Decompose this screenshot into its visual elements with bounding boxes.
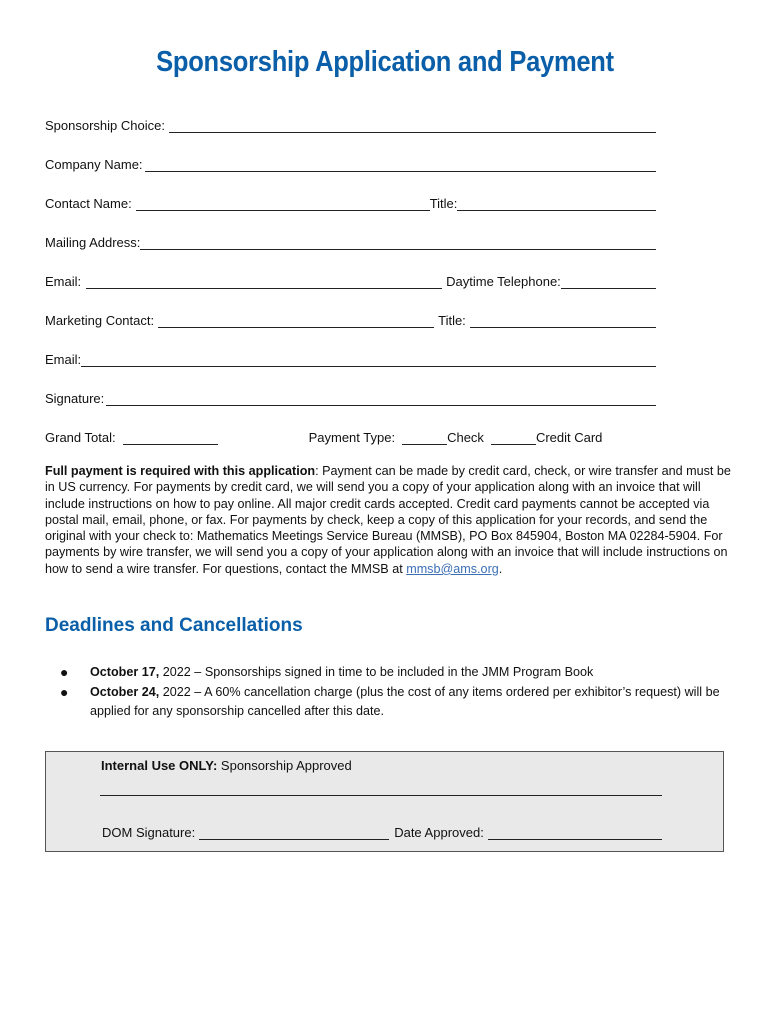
sponsorship-approved-label: Sponsorship Approved — [217, 758, 352, 773]
contact-title-field[interactable] — [457, 199, 656, 211]
deadline-text: 2022 – A 60% cancellation charge (plus the cost of any items ordered per exhibitor’s request) will be applied for any sponsorship cancelled after this date. — [90, 684, 720, 718]
date-approved-field[interactable] — [488, 828, 662, 840]
deadlines-heading: Deadlines and Cancellations — [45, 615, 303, 636]
email-field[interactable] — [86, 277, 442, 289]
email2-row — [45, 349, 656, 367]
check-field[interactable] — [402, 433, 447, 445]
mailing-address-label: Mailing Address: — [45, 235, 141, 250]
dom-signature-label: DOM Signature: — [102, 825, 196, 840]
credit-card-label: Credit Card — [535, 430, 603, 445]
date-approved-label: Date Approved: — [394, 825, 484, 840]
sponsorship-choice-label: Sponsorship Choice: — [45, 118, 165, 133]
approval-line-field[interactable] — [100, 795, 662, 796]
deadline-text: 2022 – Sponsorships signed in time to be included in the JMM Program Book — [159, 665, 594, 679]
mailing-address-field[interactable] — [140, 238, 656, 250]
email-label: Email: — [45, 274, 82, 289]
company-name-row — [45, 154, 656, 172]
payment-instructions-end: . — [498, 561, 503, 576]
sponsorship-choice-field[interactable] — [169, 121, 656, 133]
deadline-date: October 17, — [90, 665, 160, 679]
grand-total-field[interactable] — [123, 433, 218, 445]
list-item — [60, 663, 720, 683]
marketing-contact-row — [45, 310, 656, 328]
check-label: Check — [447, 430, 484, 445]
approval-row — [102, 822, 662, 840]
total-payment-row — [45, 427, 656, 445]
marketing-contact-label: Marketing Contact: — [45, 313, 155, 328]
payment-instructions-lead: Full payment is required with this application — [45, 464, 316, 478]
page-title: Sponsorship Application and Payment — [156, 46, 614, 78]
daytime-telephone-label: Daytime Telephone: — [446, 274, 561, 289]
marketing-title-field[interactable] — [470, 316, 656, 328]
email2-field[interactable] — [81, 355, 656, 367]
grand-total-label: Grand Total: — [45, 430, 116, 445]
signature-field[interactable] — [106, 394, 656, 406]
company-name-field[interactable] — [145, 160, 656, 172]
dom-signature-field[interactable] — [199, 828, 389, 840]
deadline-date: October 24, — [90, 684, 160, 699]
deadlines-list — [60, 663, 720, 722]
company-name-label: Company Name: — [45, 157, 143, 172]
payment-type-label: Payment Type: — [308, 430, 396, 445]
internal-use-label: Internal Use ONLY: — [101, 758, 218, 773]
credit-card-field[interactable] — [491, 433, 536, 445]
mailing-address-row — [45, 232, 656, 250]
contact-name-field[interactable] — [136, 199, 430, 211]
payment-instructions — [45, 463, 735, 577]
payment-instructions-body: : Payment can be made by credit card, check, or wire transfer and must be in US currency. For payments by credit card, we will send you a copy of your application along with an invoice that will include instructions on how to pay online. All major credit cards accepted. Credit card payments cannot be accepted via postal mail, email, phone, or fax. For payments by check, keep a copy of this application for your records, and send the original with your check to: Mathematics Meetings Service Bureau (MMSB), PO Box 845904, Boston MA 02284-5904. For payments by wire transfer, we will send you a copy of your application along with an invoice that will include instructions on how to send a wire transfer. For questions, contact the MMSB at — [45, 464, 731, 576]
internal-use-box — [45, 751, 724, 852]
signature-label: Signature: — [45, 391, 105, 406]
signature-row — [45, 388, 656, 406]
list-item — [60, 683, 720, 722]
contact-name-label: Contact Name: — [45, 196, 132, 211]
email2-label: Email: — [45, 352, 82, 367]
contact-name-row — [45, 193, 656, 211]
daytime-telephone-field[interactable] — [561, 277, 656, 289]
bullet-icon: ● — [60, 683, 69, 700]
email-phone-row — [45, 271, 656, 289]
contact-title-label: Title: — [429, 196, 458, 211]
mmsb-email-link[interactable]: mmsb@ams.org — [406, 561, 499, 576]
sponsorship-choice-row — [45, 115, 656, 133]
internal-use-heading — [101, 758, 352, 773]
marketing-title-label: Title: — [438, 313, 466, 328]
marketing-contact-field[interactable] — [158, 316, 434, 328]
bullet-icon: ● — [60, 664, 69, 680]
